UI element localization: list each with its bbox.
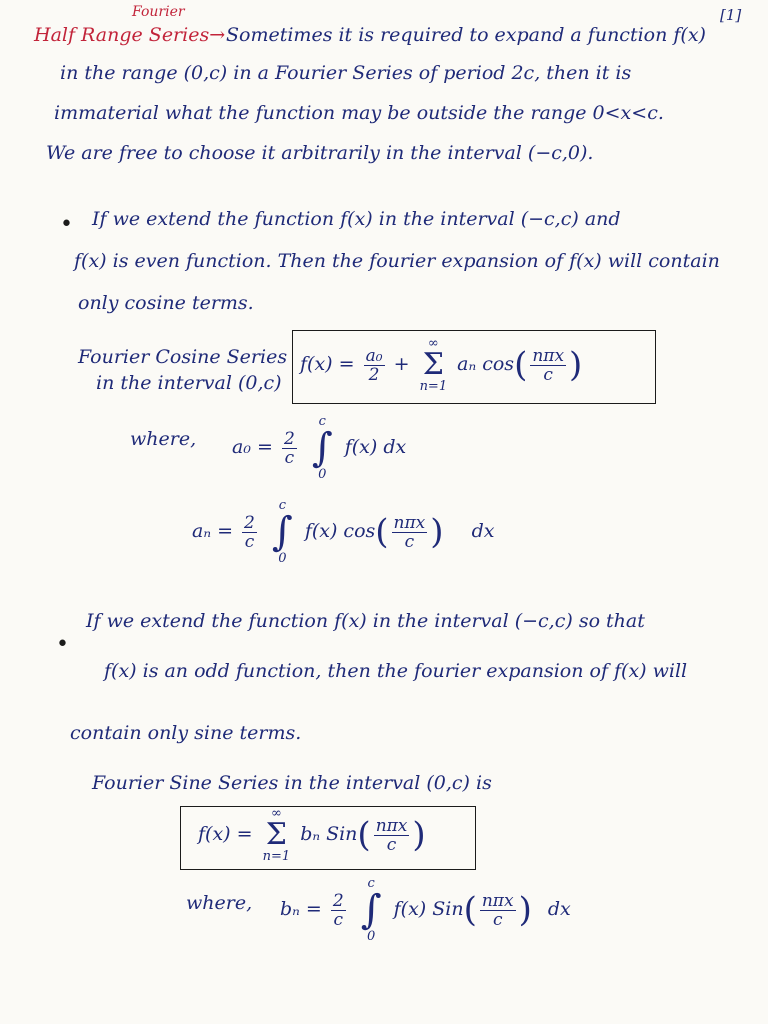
npix-over-c [480, 892, 516, 929]
bullet-dot: • [60, 212, 73, 237]
npix: nπx [532, 345, 565, 366]
int-upper: c [278, 498, 286, 513]
a0-lhs: a₀ = [232, 436, 273, 458]
sine-series-label: Fourier Sine Series in the interval (0,c) is [92, 772, 492, 794]
cosine-lhs: f(x) = [300, 353, 355, 375]
integral [361, 876, 382, 944]
sigma: Σ [265, 817, 287, 852]
plus-sign: + [393, 353, 410, 375]
even-line-3: only cosine terms. [78, 292, 254, 314]
sum-lower: n=1 [419, 379, 448, 394]
npix-over-c [392, 514, 428, 551]
right-paren: ) [430, 512, 444, 552]
right-paren: ) [569, 345, 583, 385]
intro-line-1: Sometimes it is required to expand a function f(x) [226, 24, 706, 46]
a0-integrand: f(x) dx [344, 436, 407, 458]
c: c [284, 447, 295, 468]
sum-lower: n=1 [262, 849, 291, 864]
npix: nπx [393, 512, 426, 533]
cosine-series-label-2: in the interval (0,c) [96, 372, 282, 394]
dx: dx [547, 898, 571, 920]
int-upper: c [318, 414, 326, 429]
left-paren: ( [514, 345, 528, 385]
summation-symbol [420, 336, 448, 394]
integral-sign: ∫ [271, 509, 293, 555]
int-lower: 0 [278, 551, 287, 566]
two-denominator: 2 [368, 364, 380, 385]
integral-sign: ∫ [360, 887, 382, 933]
an-formula [192, 498, 494, 566]
sine-term: bₙ Sin [300, 823, 358, 845]
int-upper: c [367, 876, 375, 891]
two-over-c [282, 430, 297, 467]
a0-formula [232, 414, 406, 482]
intro-line-2: in the range (0,c) in a Fourier Series of period 2c, then it is [60, 62, 632, 84]
c: c [244, 531, 255, 552]
bn-lhs: bₙ = [280, 898, 322, 920]
sine-formula [198, 806, 426, 864]
c: c [492, 909, 503, 930]
left-paren: ( [357, 815, 371, 855]
integral-sign: ∫ [311, 425, 333, 471]
npix: nπx [375, 815, 408, 836]
right-paren: ) [518, 890, 532, 930]
dx: dx [471, 520, 495, 542]
c: c [543, 364, 553, 385]
left-paren: ( [375, 512, 389, 552]
npix: nπx [481, 890, 514, 911]
odd-line-1: If we extend the function f(x) in the interval (−c,c) so that [86, 610, 645, 632]
sigma: Σ [422, 347, 444, 382]
sum-upper: ∞ [270, 806, 282, 821]
half-range-series-label: Half Range Series→ [34, 24, 226, 46]
fourier-superscript: Fourier [132, 4, 185, 20]
two: 2 [283, 428, 295, 449]
int-lower: 0 [318, 467, 327, 482]
npix-over-c [530, 347, 566, 384]
a0-numerator: a₀ [365, 345, 383, 366]
an-integrand: f(x) cos [304, 520, 376, 542]
bullet-dot: • [56, 632, 69, 657]
npix-over-c [374, 817, 410, 854]
sine-lhs: f(x) = [198, 823, 253, 845]
intro-line-4: We are free to choose it arbitrarily in the interval (−c,0). [46, 142, 594, 164]
odd-line-3: contain only sine terms. [70, 722, 302, 744]
an-lhs: aₙ = [192, 520, 233, 542]
bn-integrand: f(x) Sin [393, 898, 464, 920]
left-paren: ( [463, 890, 477, 930]
two: 2 [332, 890, 344, 911]
integral [272, 498, 293, 566]
even-line-1: If we extend the function f(x) in the interval (−c,c) and [92, 208, 621, 230]
where-label-1: where, [130, 428, 197, 450]
c: c [386, 834, 397, 855]
even-line-2: f(x) is even function. Then the fourier expansion of f(x) will contain [74, 250, 720, 272]
cosine-term: aₙ cos [457, 353, 515, 375]
intro-line-3: immaterial what the function may be outside the range 0<x<c. [54, 102, 664, 124]
two-over-c [331, 892, 346, 929]
c: c [404, 531, 415, 552]
cosine-series-label-1: Fourier Cosine Series [78, 346, 288, 368]
right-paren: ) [412, 815, 426, 855]
c: c [333, 909, 344, 930]
reference-number: [1] [720, 6, 742, 24]
cosine-formula [300, 336, 582, 394]
odd-line-2: f(x) is an odd function, then the fourier expansion of f(x) will [104, 660, 688, 682]
sum-upper: ∞ [427, 336, 439, 351]
bn-formula [280, 876, 571, 944]
integral [312, 414, 333, 482]
two-over-c [242, 514, 257, 551]
summation-symbol [263, 806, 291, 864]
int-lower: 0 [367, 929, 376, 944]
where-label-2: where, [186, 892, 253, 914]
a0-over-2 [364, 347, 385, 384]
two: 2 [244, 512, 255, 533]
